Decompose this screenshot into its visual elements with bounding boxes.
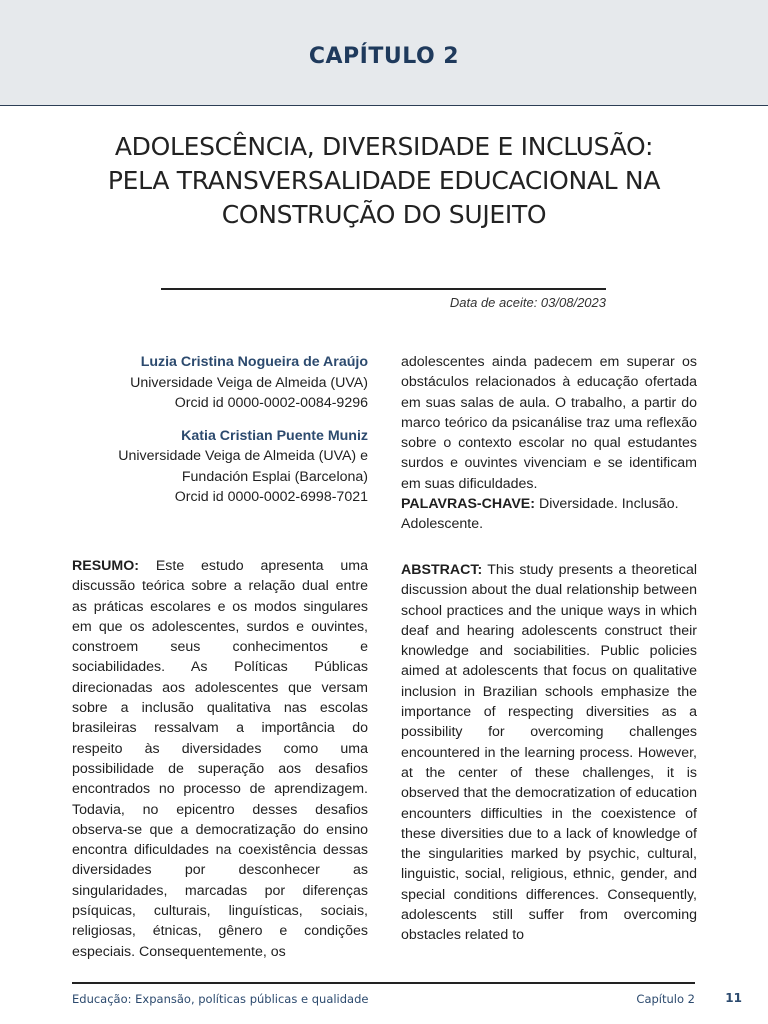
- author-name: Luzia Cristina Nogueira de Araújo: [140, 354, 368, 370]
- author-affiliation: Universidade Veiga de Almeida (UVA): [130, 374, 368, 391]
- footer-book-title: Educação: Expansão, políticas públicas e qualidade: [72, 992, 369, 1006]
- title-line-3: CONSTRUÇÃO DO SUJEITO: [221, 200, 547, 229]
- resumo-text-continued: adolescentes ainda padecem em superar os obstáculos relacionados à educação ofertada em suas salas de aula. O trabalho, a partir do marco teórico da psicanálise traz uma reflexão sobre o contexto escolar no qual estudantes surdos e ouvintes vivenciam e se identificam em suas dificuldades.: [401, 354, 697, 492]
- resumo-label: RESUMO:: [72, 558, 139, 574]
- author-affiliation: Fundación Esplai (Barcelona): [181, 468, 368, 485]
- author-orcid: Orcid id 0000-0002-0084-9296: [174, 395, 368, 411]
- abstract-section: [401, 560, 697, 946]
- author-orcid: Orcid id 0000-0002-6998-7021: [174, 489, 368, 505]
- footer-chapter: Capítulo 2: [636, 992, 695, 1006]
- title-divider: [161, 288, 606, 290]
- abstract-paragraph: [401, 560, 697, 946]
- resumo-paragraph: [72, 556, 368, 962]
- abstract-text: This study presents a theoretical discussion about the dual relationship between school practices and the unique ways in which deaf and hearing adolescents construct their knowledge and sociabilities. Public policies aimed at adolescents that focus on qualitative inclusion in Brazilian schools emphasize the importance of respecting diversities as a possibility for overcoming challenges encountered in the learning process. However, at the center of these challenges, it is observed that the democratization of education encounters difficulties in the coexistence of these diversities due to a lack of knowledge of the singularities marked by psychic, cultural, linguistic, social, religious, ethnic, gender, and special conditions differences. Consequently, adolescents still suffer from overcoming obstacles related to: [401, 562, 697, 944]
- author-block: [72, 352, 368, 508]
- acceptance-date: Data de aceite: 03/08/2023: [449, 295, 606, 310]
- resumo-continuation: [401, 352, 697, 535]
- chapter-heading: CAPÍTULO 2: [308, 44, 460, 69]
- title-line-2: PELA TRANSVERSALIDADE EDUCACIONAL NA: [107, 166, 661, 195]
- abstract-label: ABSTRACT:: [401, 562, 483, 578]
- resumo-section: [72, 556, 368, 962]
- title-line-1: ADOLESCÊNCIA, DIVERSIDADE E INCLUSÃO:: [114, 132, 654, 161]
- author-affiliation: Universidade Veiga de Almeida (UVA) e: [118, 448, 368, 464]
- page-number: 11: [725, 991, 742, 1005]
- article-title: [60, 130, 708, 232]
- keywords-text: Diversidade. Inclusão. Adolescente.: [401, 496, 679, 533]
- author-name: Katia Cristian Puente Muniz: [181, 427, 368, 444]
- keywords: [401, 494, 697, 535]
- resumo-text: Este estudo apresenta uma discussão teórica sobre a relação dual entre as práticas escolares e os modos singulares em que os adolescentes, surdos e ouvintes, constroem seus conhecimentos e sociabilidades. As Políticas Públicas direcionadas aos adolescentes que versam sobre a inclusão qualitativa nas escolas brasileiras ressalvam a importância do respeito às diversidades como uma possibilidade de superação aos desafios encontrados no processo de aprendizagem. Todavia, no epicentro desses desafios observa-se que a democratização do ensino encontra dificuldades na coexistência dessas diversidades por desconhecer as singularidades, marcadas por diferenças psíquicas, culturais, linguísticas, sociais, religiosas, étnicas, gênero e condições especiais. Consequentemente, os: [72, 558, 368, 960]
- footer-divider: [72, 982, 695, 984]
- keywords-label: PALAVRAS-CHAVE:: [401, 496, 535, 513]
